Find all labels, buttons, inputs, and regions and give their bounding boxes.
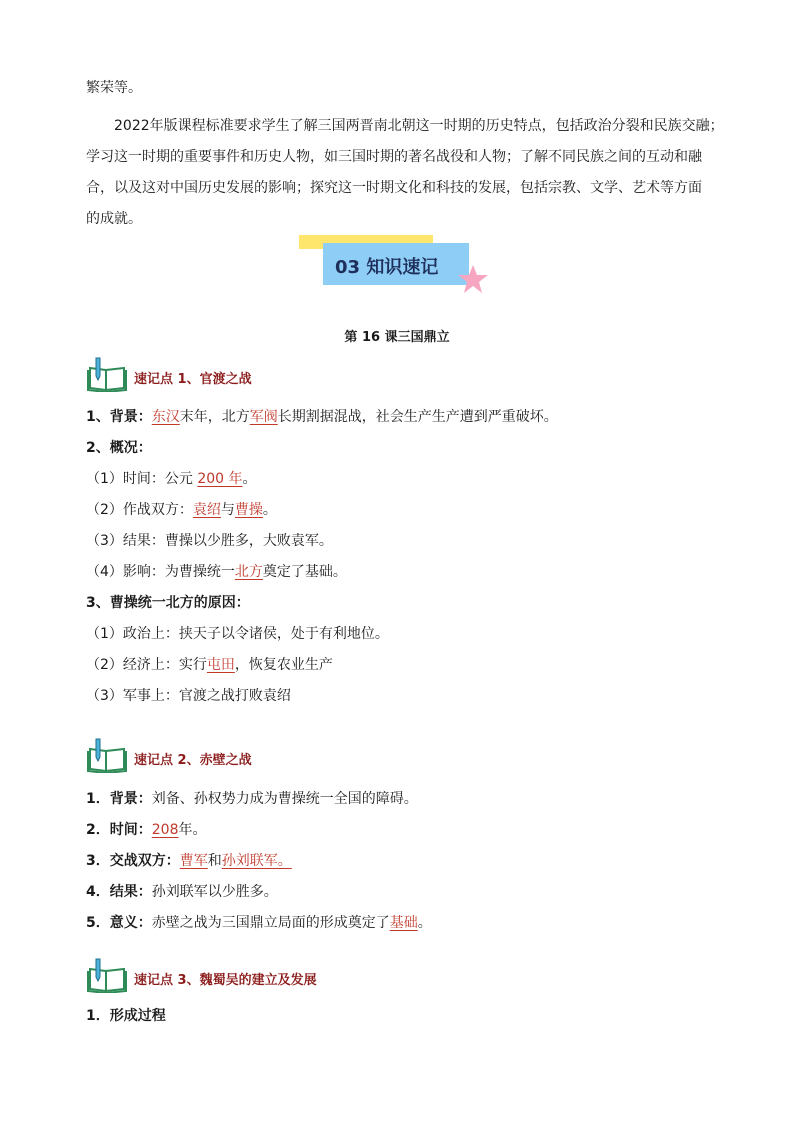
line-label: 2．时间： bbox=[86, 822, 152, 838]
content-line: （1）政治上：挟天子以令诸侯，处于有利地位。 bbox=[86, 626, 389, 642]
line-text: 。 bbox=[417, 915, 432, 931]
line-text: 长期割据混战，社会生产生产遭到严重破坏。 bbox=[277, 409, 558, 425]
underlined-term: 孙刘联军。 bbox=[221, 853, 292, 869]
content-line bbox=[86, 655, 716, 675]
line-text: 与 bbox=[220, 502, 235, 518]
book-pencil-icon bbox=[86, 737, 130, 773]
content-line bbox=[86, 882, 716, 902]
line-text: 赤壁之战为三国鼎立局面的形成奠定了 bbox=[151, 915, 390, 931]
underlined-term: 北方 bbox=[234, 564, 263, 580]
content-line: （3）军事上：官渡之战打败袁绍 bbox=[86, 688, 291, 704]
book-pencil-icon bbox=[86, 356, 130, 392]
content-line: （3）结果：曹操以少胜多，大败袁军。 bbox=[86, 533, 333, 549]
underlined-term: 208 bbox=[151, 822, 179, 838]
underlined-term: 200 年 bbox=[197, 471, 243, 487]
content-line bbox=[86, 913, 716, 933]
section-banner bbox=[299, 235, 489, 295]
banner-title: 03 知识速记 bbox=[335, 257, 439, 278]
line-text: （4）影响：为曹操统一 bbox=[86, 564, 235, 580]
line-text: （2）经济上：实行 bbox=[86, 657, 207, 673]
underlined-term: 军阀 bbox=[249, 409, 278, 425]
content-line bbox=[86, 789, 716, 809]
line-text: 末年，北方 bbox=[179, 409, 250, 425]
content-line bbox=[86, 500, 716, 520]
content-line bbox=[86, 469, 716, 489]
line-label: 4．结果： bbox=[86, 884, 152, 900]
line-text: ，恢复农业生产 bbox=[234, 657, 333, 673]
section-heading-2 bbox=[86, 737, 486, 773]
line-text: 年。 bbox=[178, 822, 207, 838]
section-heading-text: 速记点 3、魏蜀吴的建立及发展 bbox=[134, 973, 317, 988]
line-label: 3．交战双方： bbox=[86, 853, 180, 869]
intro-line: 2022年版课程标准要求学生了解三国两晋南北朝这一时期的历史特点，包括政治分裂和民族交融； bbox=[114, 118, 724, 134]
content-line: 1．形成过程 bbox=[86, 1008, 166, 1024]
section-heading-3 bbox=[86, 957, 486, 993]
line-text: 奠定了基础。 bbox=[262, 564, 347, 580]
underlined-term: 东汉 bbox=[151, 409, 180, 425]
line-label: 1．背景： bbox=[86, 791, 152, 807]
intro-line: 的成就。 bbox=[86, 211, 142, 227]
line-text: （2）作战双方： bbox=[86, 502, 193, 518]
section-heading-1 bbox=[86, 356, 486, 392]
line-text: 孙刘联军以少胜多。 bbox=[151, 884, 278, 900]
line-label: 5．意义： bbox=[86, 915, 152, 931]
line-label: 1、背景： bbox=[86, 409, 152, 425]
content-line: 2、概况： bbox=[86, 440, 152, 456]
content-line bbox=[86, 820, 716, 840]
section-heading-text: 速记点 1、官渡之战 bbox=[134, 372, 252, 387]
underlined-term: 曹操 bbox=[234, 502, 263, 518]
content-line bbox=[86, 562, 716, 582]
underlined-term: 屯田 bbox=[206, 657, 235, 673]
lesson-title: 第 16 课三国鼎立 bbox=[344, 330, 450, 345]
star-icon bbox=[457, 263, 489, 295]
intro-line: 合，以及这对中国历史发展的影响；探究这一时期文化和科技的发展，包括宗教、文学、艺术等方面 bbox=[86, 180, 702, 196]
line-text: （1）时间：公元 bbox=[86, 471, 198, 487]
intro-line: 繁荣等。 bbox=[86, 80, 142, 96]
content-line bbox=[86, 851, 716, 871]
underlined-term: 曹军 bbox=[179, 853, 208, 869]
section-heading-text: 速记点 2、赤壁之战 bbox=[134, 753, 252, 768]
underlined-term: 袁绍 bbox=[192, 502, 221, 518]
content-line: 3、曹操统一北方的原因： bbox=[86, 595, 250, 611]
underlined-term: 基础 bbox=[389, 915, 418, 931]
content-line bbox=[86, 407, 716, 427]
book-pencil-icon bbox=[86, 957, 130, 993]
line-text: 刘备、孙权势力成为曹操统一全国的障碍。 bbox=[151, 791, 418, 807]
intro-line: 学习这一时期的重要事件和历史人物，如三国时期的著名战役和人物；了解不同民族之间的互动和融 bbox=[86, 149, 702, 165]
line-text: 。 bbox=[242, 471, 257, 487]
line-text: 。 bbox=[262, 502, 277, 518]
line-text: 和 bbox=[207, 853, 222, 869]
